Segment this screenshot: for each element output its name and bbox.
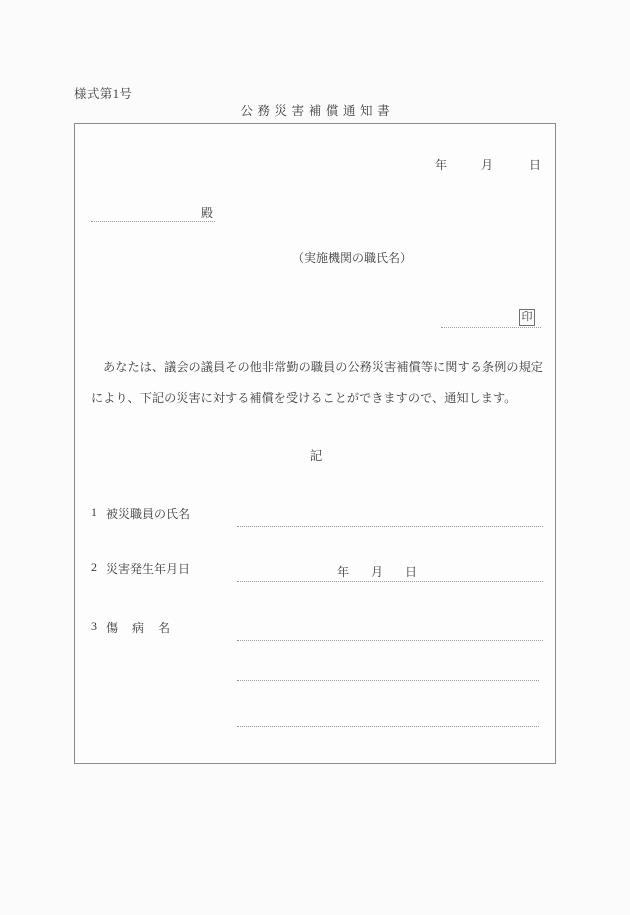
item-value-2[interactable] [237,565,543,582]
item-label-1: 被災職員の氏名 [106,507,191,521]
issue-date-line [435,156,541,173]
incident-month-unit: 月 [371,565,384,579]
issuer-title-label: （実施機関の職氏名） [291,251,412,265]
year-unit-label: 年 [434,158,447,172]
addressee-field[interactable] [91,204,215,222]
item-number-1: 1 [91,505,97,519]
item-value-1[interactable] [237,510,543,527]
item-number-2: 2 [91,560,97,574]
item-number-3: 3 [91,619,97,633]
seal-field[interactable] [441,306,541,328]
day-unit-label: 日 [528,158,541,172]
item-label-3: 傷病名 [106,621,185,635]
incident-date-inputs[interactable] [315,563,417,580]
form-frame [74,123,556,764]
form-number: 様式第1号 [74,87,133,101]
item-row-2 [91,560,543,582]
seal-rule [441,327,541,328]
seal-icon: 印 [519,309,535,326]
continuation-line-1[interactable] [237,679,539,681]
document-title: 公務災害補償通知書 [240,104,395,118]
ki-marker: 記 [309,449,323,463]
notice-paragraph: あなたは、議会の議員その他非常勤の職員の公務災害補償等に関する条例の規定により、下記の災害に対する補償を受けることができますので、通知します。 [91,360,543,405]
item-row-1 [91,505,543,527]
incident-day-unit: 日 [405,565,418,579]
item-row-3 [91,619,543,641]
item-label-2: 災害発生年月日 [106,562,191,576]
month-unit-label: 月 [480,158,493,172]
incident-year-unit: 年 [337,565,350,579]
addressee-honorific: 殿 [200,206,213,220]
item-value-3[interactable] [237,624,543,641]
continuation-line-2[interactable] [237,725,539,727]
